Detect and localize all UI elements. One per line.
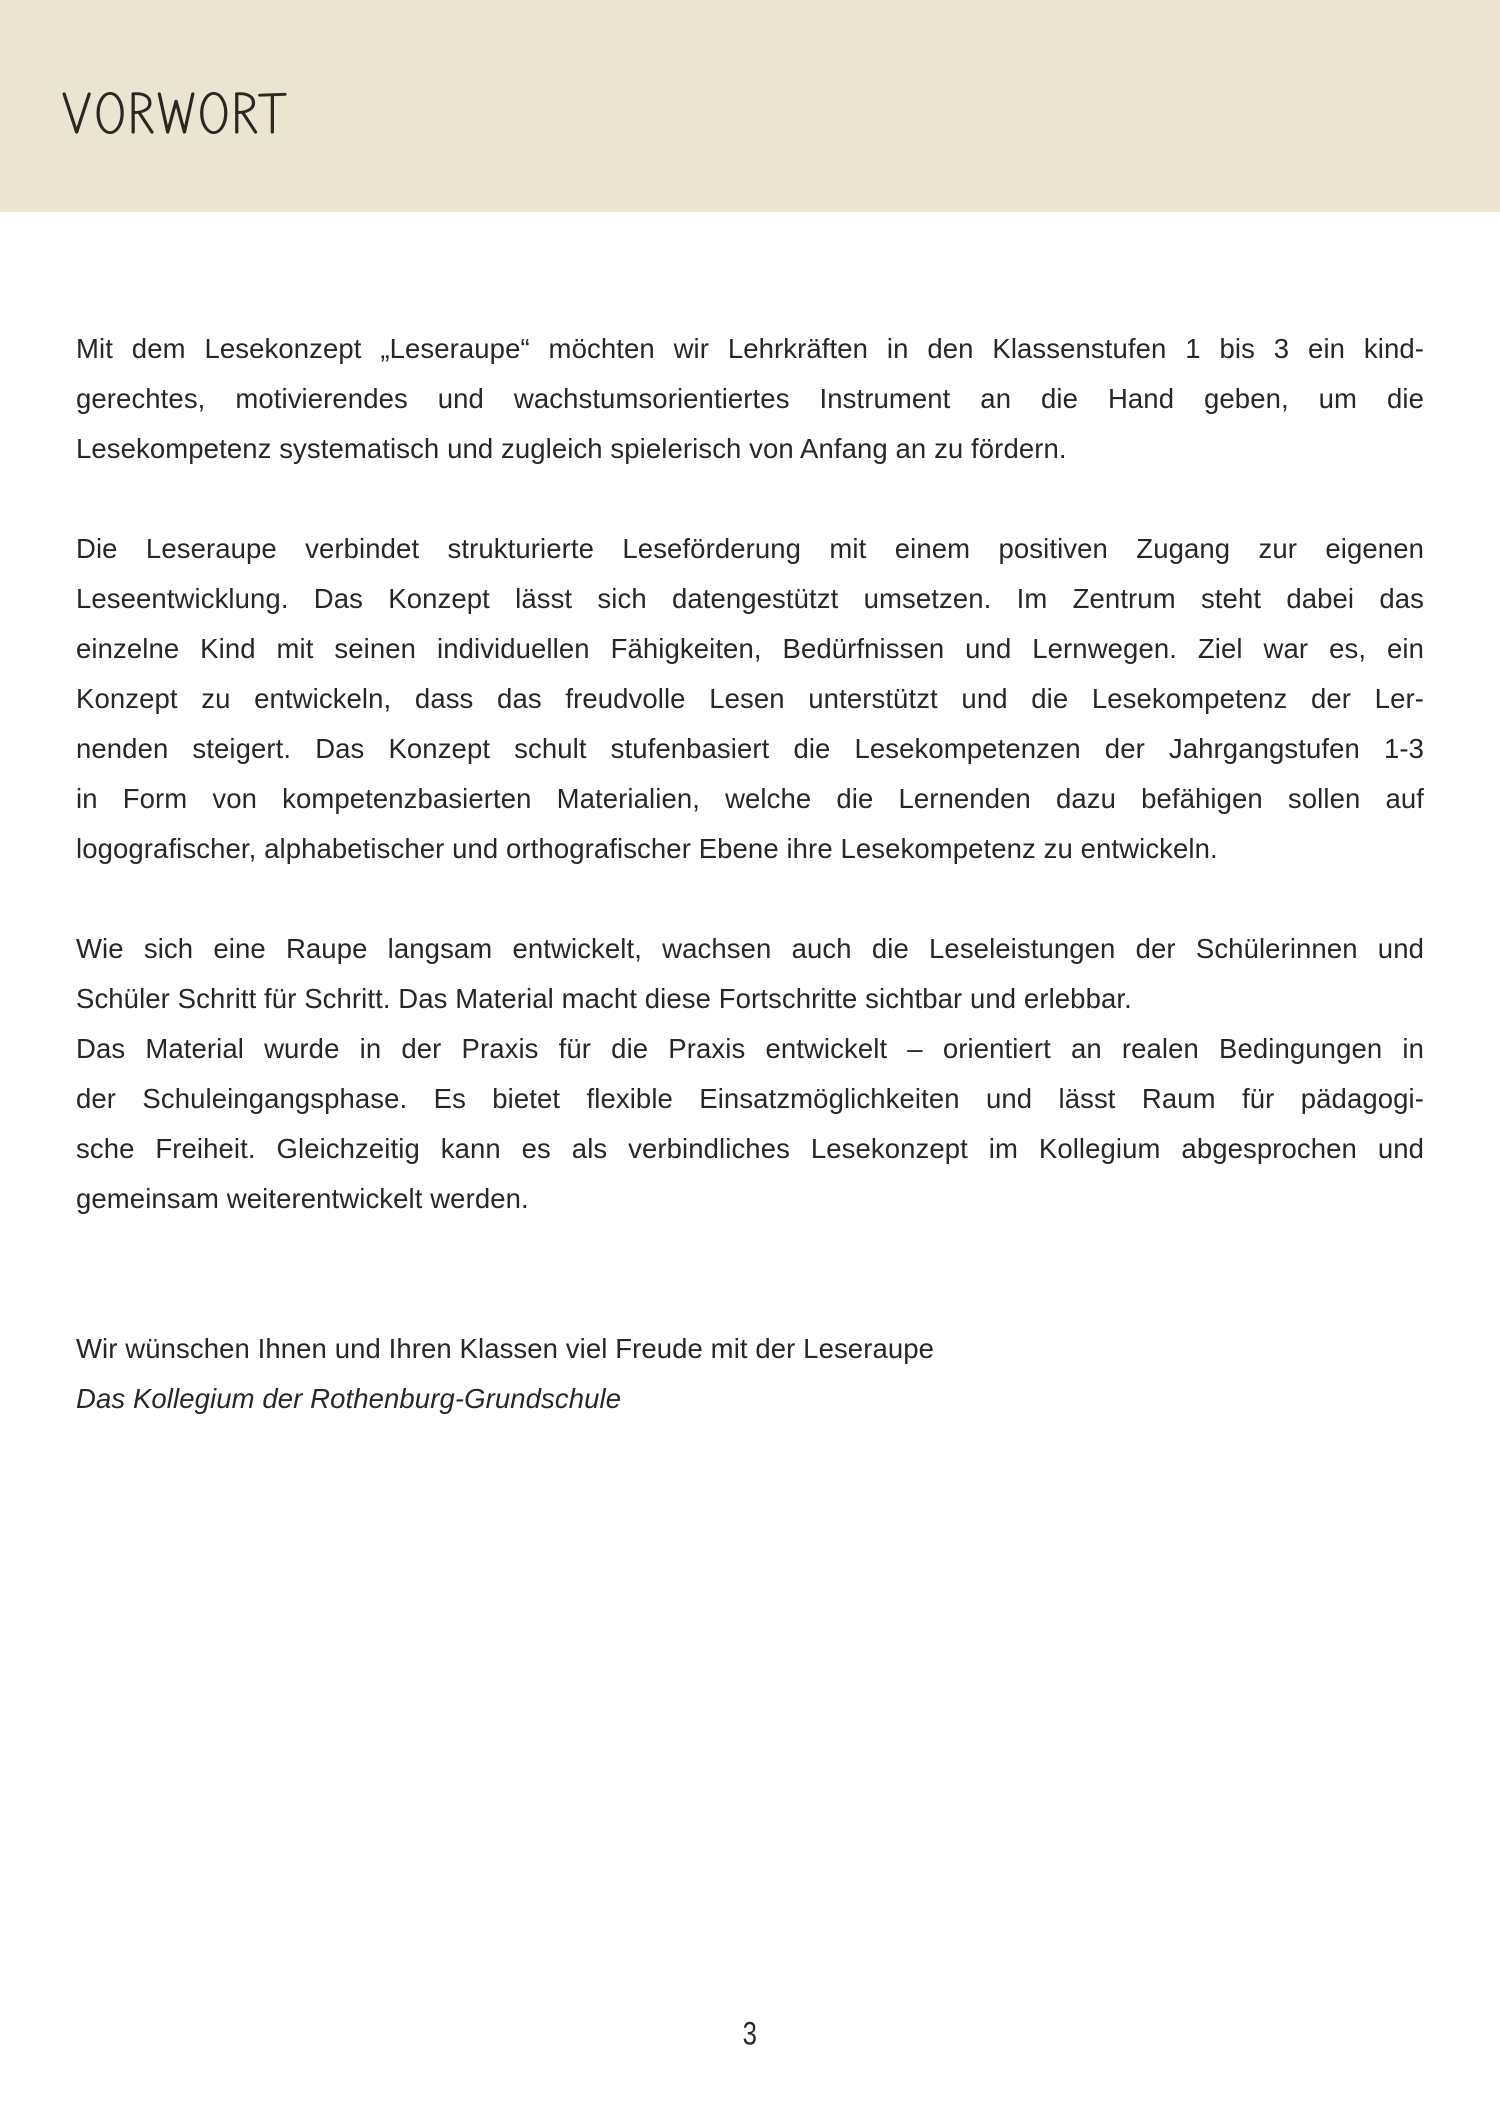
page-title [62, 92, 287, 134]
closing-block [76, 1324, 1424, 1424]
page-footer [0, 2012, 1500, 2056]
text-line: der Schuleingangsphase. Es bietet flexible Einsatzmöglichkeiten und lässt Raum für pädagogi- [76, 1083, 1424, 1114]
closing-wish-line: Wir wünschen Ihnen und Ihren Klassen viel Freude mit der Leseraupe [76, 1333, 935, 1364]
page-number: 3 [742, 2015, 758, 2052]
text-line: Schüler Schritt für Schritt. Das Material macht diese Fortschritte sichtbar und erlebbar. [76, 983, 1132, 1014]
text-line: gemeinsam weiterentwickelt werden. [76, 1183, 529, 1214]
preface-content [0, 212, 1500, 1424]
paragraph-2 [76, 524, 1424, 874]
text-line: einzelne Kind mit seinen individuellen Fähigkeiten, Bedürfnissen und Lernwegen. Ziel war es, ein [76, 633, 1424, 664]
signature-line: Das Kollegium der Rothenburg-Grundschule [76, 1383, 622, 1414]
text-line: Die Leseraupe verbindet strukturierte Leseförderung mit einem positiven Zugang zur eigenen [76, 533, 1424, 564]
text-line: Konzept zu entwickeln, dass das freudvolle Lesen unterstützt und die Lesekompetenz der Ler- [76, 683, 1424, 714]
text-line: in Form von kompetenzbasierten Materialien, welche die Lernenden dazu befähigen sollen auf [76, 783, 1424, 814]
vorwort-handlettering [62, 92, 287, 134]
text-line: Lesekompetenz systematisch und zugleich spielerisch von Anfang an zu fördern. [76, 433, 1067, 464]
page-header [0, 0, 1500, 212]
paragraph-1 [76, 324, 1424, 474]
page-title-text [62, 134, 63, 135]
text-line: Das Material wurde in der Praxis für die Praxis entwickelt – orientiert an realen Bedingungen in [76, 1033, 1424, 1064]
text-line: Wie sich eine Raupe langsam entwickelt, wachsen auch die Leseleistungen der Schülerinnen und [76, 933, 1424, 964]
paragraph-4 [76, 1024, 1424, 1224]
text-line: gerechtes, motivierendes und wachstumsorientiertes Instrument an die Hand geben, um die [76, 383, 1424, 414]
text-line: nenden steigert. Das Konzept schult stufenbasiert die Lesekompetenzen der Jahrgangstufen 1-3 [76, 733, 1424, 764]
paragraph-3 [76, 924, 1424, 1024]
text-line: logografischer, alphabetischer und orthografischer Ebene ihre Lesekompetenz zu entwickeln. [76, 833, 1218, 864]
text-line: Leseentwicklung. Das Konzept lässt sich datengestützt umsetzen. Im Zentrum steht dabei das [76, 583, 1424, 614]
text-line: sche Freiheit. Gleichzeitig kann es als verbindliches Lesekonzept im Kollegium abgesprochen und [76, 1133, 1424, 1164]
text-line: Mit dem Lesekonzept „Leseraupe“ möchten wir Lehrkräften in den Klassenstufen 1 bis 3 ein kind- [76, 333, 1424, 364]
